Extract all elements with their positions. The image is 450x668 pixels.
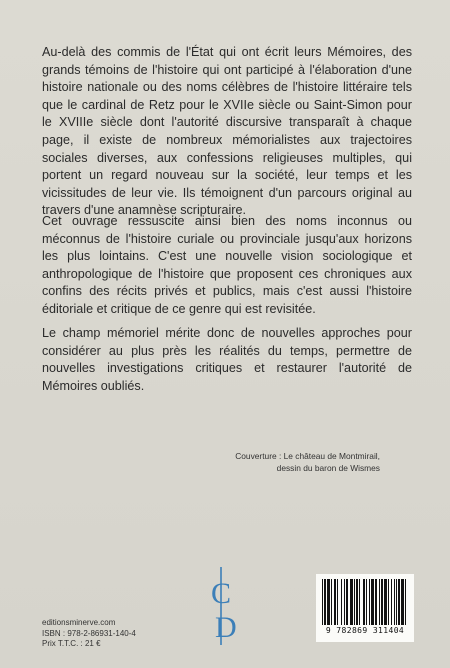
barcode-bar bbox=[398, 579, 400, 625]
barcode-bar bbox=[344, 579, 345, 625]
barcode-bar bbox=[388, 579, 389, 625]
barcode bbox=[316, 574, 414, 642]
barcode-bar bbox=[375, 579, 377, 625]
barcode-digits: 9 782869 311404 bbox=[325, 626, 405, 635]
barcode-bar bbox=[401, 579, 404, 625]
barcode-bar bbox=[354, 579, 355, 625]
caption-line-1: Couverture : Le château de Montmirail, bbox=[235, 451, 380, 461]
paragraph-1: Au-delà des commis de l'État qui ont écrit leurs Mémoires, des grands témoins de l'histoire qui ont participé à l'élaboration d'une histoire nationale ou des noms célèbres de l'histoire littéraire tels que le cardinal de Retz pour le XVIIe siècle ou Saint-Simon pour le XVIIIe siècle dont l'autorité discursive transparaît à chaque page, il existe de nombreux mémorialistes aux trajectoires sociales diverses, aux confessions religieuses multiples, qui portent un regard nouveau sur la société, leur temps et les vicissitudes de leur vie. Ils témoignent d'un parcours original au travers d'une anamnèse scripturaire. bbox=[42, 45, 412, 218]
paragraph-2: Cet ouvrage ressuscite ainsi bien des noms inconnus ou méconnus de l'histoire curiale ou provinciale jusqu'aux horizons les plus lointains. C'est une nouvelle vision sociologique et anthropologique de l'histoire que proposent ces chroniques aux confins des récits privés et publics, mais c'est aussi l'histoire éditoriale et critique de ce genre qui est revisitée. bbox=[42, 214, 412, 316]
barcode-bar bbox=[350, 579, 353, 625]
cover-caption bbox=[150, 450, 380, 474]
website-text: editionsminerve.com bbox=[42, 618, 116, 627]
barcode-bar bbox=[394, 579, 395, 625]
barcode-bar bbox=[337, 579, 338, 625]
barcode-bar bbox=[359, 579, 360, 625]
paragraph-3: Le champ mémoriel mérite donc de nouvelles approches pour considérer au plus près les réalités du temps, permettre de nouvelles investigations critiques et restaurer l'autorité de Mémoires oubliés. bbox=[42, 326, 412, 393]
barcode-bar bbox=[379, 579, 380, 625]
price-text: Prix T.T.C. : 21 € bbox=[42, 639, 101, 648]
barcode-bar bbox=[391, 579, 392, 625]
isbn-text: ISBN : 978-2-86931-140-4 bbox=[42, 628, 136, 638]
barcode-bar bbox=[334, 579, 336, 625]
barcode-bars bbox=[322, 579, 408, 625]
caption-line-2: dessin du baron de Wismes bbox=[276, 463, 380, 473]
barcode-bar bbox=[341, 579, 342, 625]
barcode-bar bbox=[322, 579, 323, 625]
barcode-bar bbox=[381, 579, 383, 625]
barcode-bar bbox=[356, 579, 358, 625]
barcode-bar bbox=[346, 579, 348, 625]
barcode-bar bbox=[369, 579, 370, 625]
publisher-logo bbox=[201, 565, 241, 647]
logo-letter-top: C bbox=[211, 577, 232, 610]
barcode-bar bbox=[327, 579, 330, 625]
publisher-logo-icon bbox=[201, 565, 241, 647]
logo-letter-bottom: D bbox=[215, 611, 237, 644]
barcode-bar bbox=[366, 579, 367, 625]
barcode-bar bbox=[371, 579, 374, 625]
barcode-bar bbox=[396, 579, 397, 625]
barcode-bar bbox=[384, 579, 387, 625]
barcode-bar bbox=[405, 579, 406, 625]
barcode-bar bbox=[324, 579, 326, 625]
barcode-bar bbox=[363, 579, 365, 625]
barcode-bar bbox=[331, 579, 332, 625]
publisher-info bbox=[42, 618, 136, 650]
